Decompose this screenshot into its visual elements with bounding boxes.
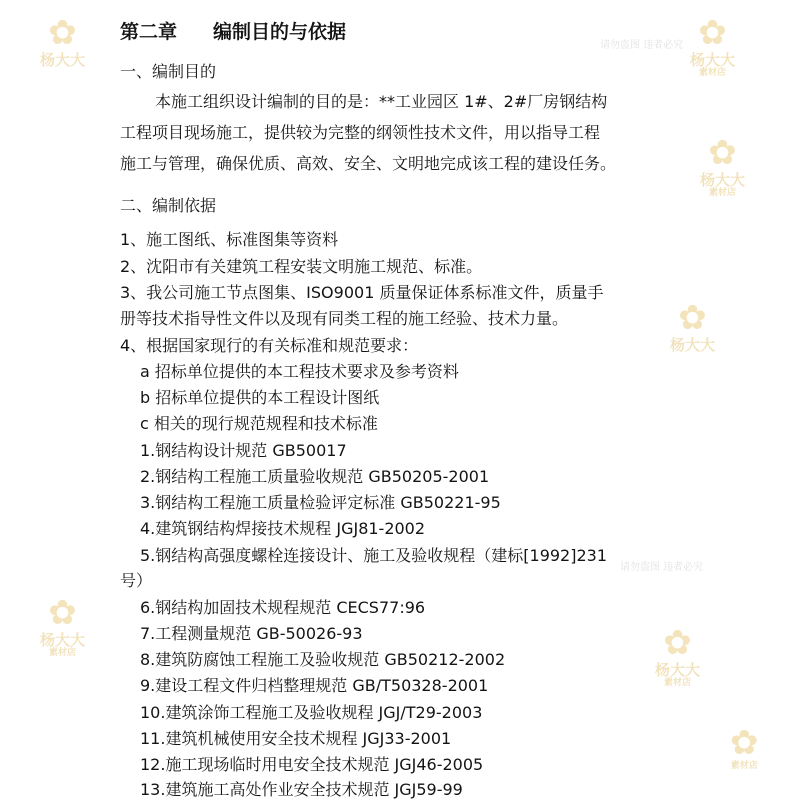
sub-item: c 相关的现行规范规程和技术标准 <box>140 414 378 433</box>
watermark-note: 请勿盗图 违者必究 <box>620 562 704 573</box>
bee-icon: ✿ <box>698 13 727 53</box>
sub-item: a 招标单位提供的本工程技术要求及参考资料 <box>140 362 459 381</box>
bee-icon: ✿ <box>663 623 692 663</box>
standard-item: 6.钢结构加固技术规程规范 CECS77:96 <box>140 598 426 617</box>
list-item: 1、施工图纸、标准图集等资料 <box>120 230 339 249</box>
sub-item: b 招标单位提供的本工程设计图纸 <box>140 388 380 407</box>
watermark-logo: ✿ 杨大大 <box>40 13 86 70</box>
standard-item: 11.建筑机械使用安全技术规程 JGJ33-2001 <box>140 729 452 748</box>
standard-item: 10.建筑涂饰工程施工及验收规程 JGJ/T29-2003 <box>140 703 483 722</box>
paragraph-line: 本施工组织设计编制的目的是：**工业园区 1#、2#厂房钢结构 <box>155 92 608 111</box>
list-item: 4、根据国家现行的有关标准和规范要求： <box>120 336 419 355</box>
watermark-logo: ✿ 杨大大 <box>670 298 716 355</box>
chapter-heading: 编制目的与依据 <box>213 21 347 43</box>
standard-item: 8.建筑防腐蚀工程施工及验收规范 GB50212-2002 <box>140 650 506 669</box>
watermark-logo: ✿ 素材店 <box>730 723 759 772</box>
standard-item: 2.钢结构工程施工质量验收规范 GB50205-2001 <box>140 467 490 486</box>
chapter-number: 第二章 <box>120 21 178 43</box>
bee-icon: ✿ <box>708 133 737 173</box>
chapter-title <box>120 22 346 42</box>
standard-item: 9.建设工程文件归档整理规范 GB/T50328-2001 <box>140 676 489 695</box>
standard-item: 1.钢结构设计规范 GB50017 <box>140 441 347 460</box>
standard-item: 5.钢结构高强度螺栓连接设计、施工及验收规程（建标[1992]231 <box>140 546 608 565</box>
standard-item-continuation: 号） <box>120 571 153 590</box>
watermark-note: 请勿盗图 违者必究 <box>600 40 684 51</box>
section-heading: 二、编制依据 <box>120 196 217 215</box>
watermark-logo: ✿ 杨大大 素材店 <box>690 13 736 78</box>
standard-item: 12.施工现场临时用电安全技术规范 JGJ46-2005 <box>140 755 484 774</box>
standard-item: 7.工程测量规范 GB-50026-93 <box>140 624 363 643</box>
bee-icon: ✿ <box>48 13 77 53</box>
bee-icon: ✿ <box>730 723 759 763</box>
paragraph-line: 工程项目现场施工，提供较为完整的纲领性技术文件，用以指导工程 <box>120 123 601 142</box>
bee-icon: ✿ <box>48 593 77 633</box>
watermark-logo: ✿ 杨大大 素材店 <box>700 133 746 198</box>
standard-item: 4.建筑钢结构焊接技术规程 JGJ81-2002 <box>140 519 426 538</box>
paragraph-line: 施工与管理，确保优质、高效、安全、文明地完成该工程的建设任务。 <box>120 154 617 173</box>
watermark-logo: ✿ 杨大大 素材店 <box>40 593 86 658</box>
standard-item: 3.钢结构工程施工质量检验评定标准 GB50221-95 <box>140 493 501 512</box>
standard-item: 13.建筑施工高处作业安全技术规范 JGJ59-99 <box>140 780 463 799</box>
list-item-continuation: 册等技术指导性文件以及现有同类工程的施工经验、技术力量。 <box>120 309 569 328</box>
section-heading: 一、编制目的 <box>120 62 217 81</box>
list-item: 3、我公司施工节点图集、ISO9001 质量保证体系标准文件，质量手 <box>120 283 604 302</box>
watermark-logo: ✿ 杨大大 素材店 <box>655 623 701 688</box>
bee-icon: ✿ <box>678 298 707 338</box>
list-item: 2、沈阳市有关建筑工程安装文明施工规范、标准。 <box>120 257 483 276</box>
